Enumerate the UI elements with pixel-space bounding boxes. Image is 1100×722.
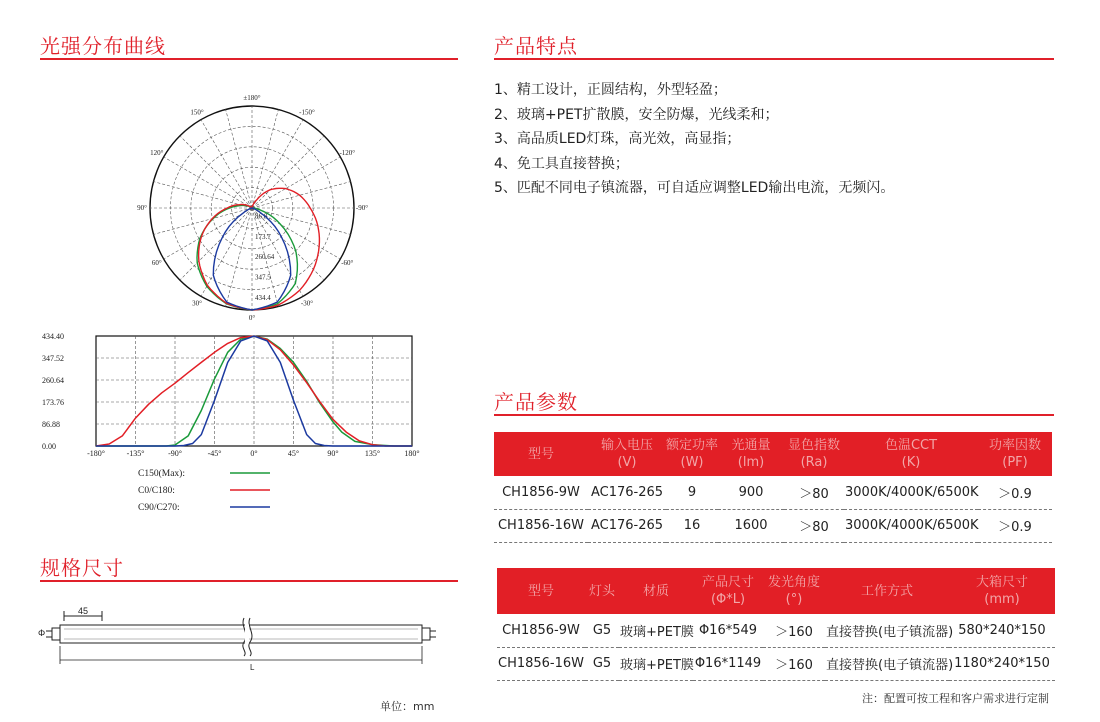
table-body xyxy=(494,476,1052,542)
intensity-line-chart xyxy=(40,330,440,513)
chart-x-tick-label: -180° xyxy=(87,449,105,458)
column-header xyxy=(588,432,666,476)
table-cell: 580*240*150 xyxy=(949,614,1055,647)
column-header xyxy=(949,568,1055,614)
table-cell: Φ16*549 xyxy=(693,614,763,647)
polar-angle-label: 150° xyxy=(190,108,204,117)
feature-item: 3、高品质LED灯珠，高光效，高显指； xyxy=(494,131,741,147)
table-cell: 9 xyxy=(666,476,718,509)
chart-y-tick-labels xyxy=(42,332,64,451)
table-cell: ＞160 xyxy=(763,614,825,647)
column-header-line: 型号 xyxy=(527,446,554,462)
table-cell: CH1856-16W xyxy=(494,509,588,542)
chart-y-tick-label: 0.00 xyxy=(42,442,56,451)
table-cell: ＞160 xyxy=(763,647,825,680)
polar-radial-label: 86.8 xyxy=(255,212,268,221)
column-header-line: 材质 xyxy=(642,583,669,599)
polar-angle-label: -150° xyxy=(299,108,315,117)
table-header-row xyxy=(494,432,1052,476)
chart-y-tick-label: 434.40 xyxy=(42,332,64,341)
table-cell: ＞0.9 xyxy=(978,476,1052,509)
table-body xyxy=(497,614,1055,680)
curve-section-rule xyxy=(40,58,458,60)
table-header-row xyxy=(497,568,1055,614)
legend-label: C0/C180: xyxy=(138,486,175,496)
column-header xyxy=(585,568,619,614)
column-header-line: (K) xyxy=(901,455,921,470)
polar-angle-label: 30° xyxy=(192,299,202,308)
column-header-line: 大箱尺寸 xyxy=(975,575,1028,590)
polar-radial-label: 173.7 xyxy=(255,232,271,241)
column-header xyxy=(825,568,949,614)
feature-item: 1、精工设计，正圆结构，外型轻盈； xyxy=(494,82,727,98)
feature-item: 2、玻璃+PET扩散膜，安全防爆，光线柔和； xyxy=(494,106,779,123)
table-cell: 16 xyxy=(666,509,718,542)
legend-label: C90/C270: xyxy=(138,503,180,513)
table-cell: 1180*240*150 xyxy=(949,647,1055,680)
features-section-title: 产品特点 xyxy=(494,34,578,58)
column-header-line: (W) xyxy=(680,455,704,470)
break-gap xyxy=(245,625,249,644)
polar-spoke xyxy=(226,109,252,208)
polar-spoke xyxy=(252,136,324,208)
polar-spoke xyxy=(252,182,351,208)
column-header-line: 工作方式 xyxy=(860,583,913,599)
column-header-line: (PF) xyxy=(1002,455,1028,470)
table-cell: 直接替换(电子镇流器) xyxy=(825,647,949,680)
polar-angle-label: ±180° xyxy=(243,94,261,102)
polar-angle-label: -60° xyxy=(341,259,354,267)
chart-x-tick-label: -45° xyxy=(207,449,222,458)
chart-grid xyxy=(96,336,412,446)
features-list xyxy=(494,78,1074,201)
column-header xyxy=(666,432,718,476)
column-header-line: 显色指数 xyxy=(787,438,840,453)
unit-label: 单位：mm xyxy=(380,700,435,713)
curve-section-title: 光强分布曲线 xyxy=(40,34,166,58)
chart-x-tick-label: -90° xyxy=(168,449,182,458)
product-size-table xyxy=(497,568,1055,681)
column-header-line: 产品尺寸 xyxy=(701,575,754,590)
polar-spoke xyxy=(153,182,252,208)
table-cell: 1600 xyxy=(718,509,784,542)
column-header xyxy=(784,432,844,476)
params-section-rule xyxy=(494,414,1054,416)
column-header-line: (V) xyxy=(617,455,637,470)
table-cell: ＞80 xyxy=(784,476,844,509)
table-row xyxy=(494,476,1052,509)
polar-angle-label: -120° xyxy=(339,149,356,157)
table-row xyxy=(494,509,1052,542)
table-cell: Φ16*1149 xyxy=(693,647,763,680)
column-header-line: (Ra) xyxy=(800,455,828,470)
polar-spoke xyxy=(201,120,252,208)
tube-body xyxy=(60,625,422,643)
column-header xyxy=(494,432,588,476)
table-cell: CH1856-9W xyxy=(494,476,588,509)
table-cell: 玻璃+PET膜 xyxy=(619,647,693,680)
column-header xyxy=(718,432,784,476)
polar-radial-label: 260.64 xyxy=(255,253,275,262)
column-header-line: 输入电压 xyxy=(600,438,653,453)
diameter-symbol: Φ xyxy=(38,628,46,638)
customization-note: 注：配置可按工程和客户需求进行定制 xyxy=(862,692,1049,705)
polar-spoke xyxy=(164,157,252,208)
chart-x-tick-label: 180° xyxy=(404,449,420,458)
params-section-title: 产品参数 xyxy=(494,390,578,414)
table-cell: CH1856-9W xyxy=(497,614,585,647)
features-section-rule xyxy=(494,58,1054,60)
chart-x-tick-label: 135° xyxy=(364,449,381,458)
column-header-line: (lm) xyxy=(737,455,765,470)
polar-spoke xyxy=(180,136,252,208)
table-cell: AC176-265 xyxy=(588,509,666,542)
chart-y-tick-label: 260.64 xyxy=(42,376,64,385)
polar-spoke xyxy=(226,208,252,307)
column-header-line: 额定功率 xyxy=(666,438,719,453)
table-row xyxy=(497,614,1055,647)
polar-spoke xyxy=(153,208,252,234)
table-cell: 直接替换(电子镇流器) xyxy=(825,614,949,647)
table-cell: G5 xyxy=(585,647,619,680)
table-cell: AC176-265 xyxy=(588,476,666,509)
column-header-line: 光通量 xyxy=(731,438,771,453)
chart-x-tick-label: -135° xyxy=(126,449,145,458)
column-header xyxy=(763,568,825,614)
table-cell: 900 xyxy=(718,476,784,509)
table-cell: ＞80 xyxy=(784,509,844,542)
column-header xyxy=(978,432,1052,476)
polar-diagram xyxy=(132,94,372,322)
end-cap-right xyxy=(422,628,430,640)
column-header-line: 色温CCT xyxy=(884,438,938,453)
polar-spoke xyxy=(252,157,340,208)
chart-x-tick-label: 90° xyxy=(327,449,339,458)
column-header xyxy=(619,568,693,614)
column-header xyxy=(693,568,763,614)
polar-angle-label: 90° xyxy=(137,204,147,212)
column-header-line: 功率因数 xyxy=(988,438,1041,453)
table-cell: ＞0.9 xyxy=(978,509,1052,542)
feature-item: 4、免工具直接替换； xyxy=(494,155,629,172)
table-cell: G5 xyxy=(585,614,619,647)
chart-y-tick-label: 173.76 xyxy=(42,398,64,407)
polar-angle-label: 0° xyxy=(248,314,256,322)
width-dimension-label: 45 xyxy=(78,606,89,616)
polar-radial-label: 347.5 xyxy=(255,273,271,282)
polar-spoke xyxy=(201,208,252,296)
polar-spoke xyxy=(252,120,303,208)
polar-angle-label: 60° xyxy=(151,259,162,267)
product-parameter-table xyxy=(494,432,1052,543)
table-cell: 玻璃+PET膜 xyxy=(619,614,693,647)
table-cell: 3000K/4000K/6500K xyxy=(844,509,978,542)
column-header-line: 型号 xyxy=(527,583,554,599)
end-cap-left xyxy=(52,628,60,640)
column-header-line: (Φ*L) xyxy=(710,592,746,607)
table-cell: 3000K/4000K/6500K xyxy=(844,476,978,509)
chart-x-tick-label: 45° xyxy=(287,449,300,458)
column-header xyxy=(844,432,978,476)
chart-x-tick-label: 0° xyxy=(250,449,258,458)
chart-x-tick-labels xyxy=(87,449,420,458)
column-header-line: (°) xyxy=(785,592,803,607)
size-section-rule xyxy=(40,580,458,582)
table-cell: CH1856-16W xyxy=(497,647,585,680)
table-row xyxy=(497,647,1055,680)
column-header-line: (mm) xyxy=(984,592,1020,607)
polar-angle-label: -90° xyxy=(355,204,369,212)
polar-angle-label: 120° xyxy=(150,149,164,157)
chart-y-tick-label: 86.88 xyxy=(42,420,60,429)
chart-y-tick-label: 347.52 xyxy=(42,354,64,363)
polar-spoke xyxy=(180,208,252,280)
polar-spoke xyxy=(252,109,278,208)
chart-legend xyxy=(138,468,270,513)
column-header xyxy=(497,568,585,614)
polar-radial-label: 434.4 xyxy=(255,294,271,302)
column-header-line: 发光角度 xyxy=(767,575,820,590)
size-section-title: 规格尺寸 xyxy=(40,556,124,580)
legend-label: C150(Max): xyxy=(138,469,185,479)
column-header-line: 灯头 xyxy=(588,583,615,599)
feature-item: 5、匹配不同电子镇流器，可自适应调整LED输出电流，无频闪。 xyxy=(494,180,895,196)
length-dimension-label: L xyxy=(250,663,255,672)
polar-angle-label: -30° xyxy=(300,299,314,308)
tube-dimension-drawing xyxy=(36,598,456,678)
